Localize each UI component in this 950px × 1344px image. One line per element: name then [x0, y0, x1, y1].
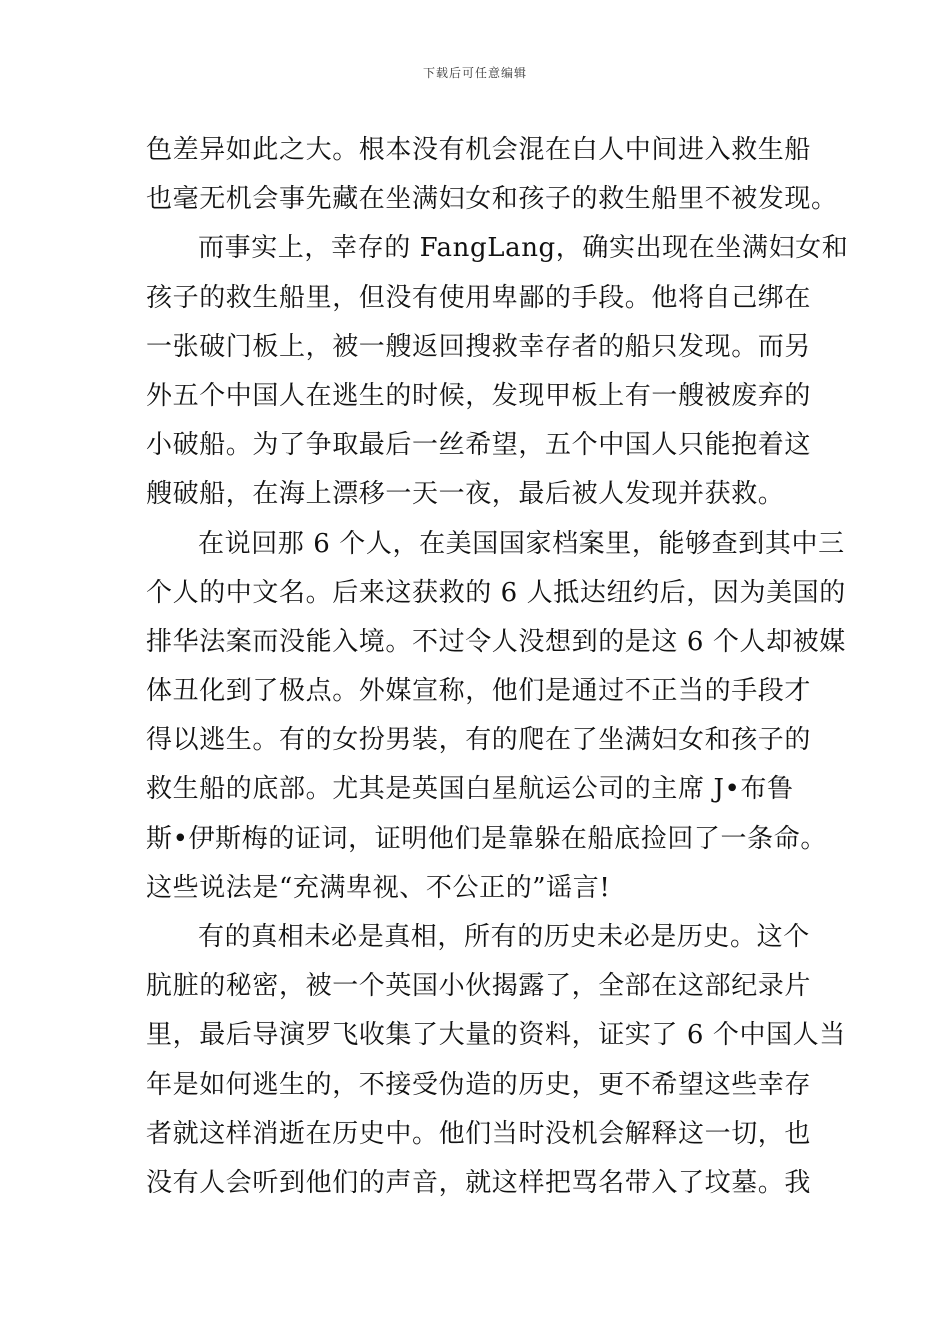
text-line: 这些说法是“充满卑视、不公正的”谣言! [146, 872, 611, 903]
text-line: 排华法案而没能入境。不过令人没想到的是这 6 个人却被媒 [146, 626, 846, 657]
text-line: 得以逃生。有的女扮男装，有的爬在了坐满妇女和孩子的 [146, 725, 812, 756]
text-line: 者就这样消逝在历史中。他们当时没机会解释这一切，也 [146, 1118, 812, 1149]
text-line: 孩子的救生船里，但没有使用卑鄙的手段。他将自己绑在 [146, 282, 812, 313]
text-line: 斯•伊斯梅的证词，证明他们是靠躲在船底捡回了一条命。 [146, 823, 827, 854]
text-line: 有的真相未必是真相，所有的历史未必是历史。这个 [198, 922, 810, 952]
text-line: 肮脏的秘密，被一个英国小伙揭露了，全部在这部纪录片 [146, 971, 812, 1002]
text-line: 外五个中国人在逃生的时候，发现甲板上有一艘被废弃的 [146, 380, 812, 411]
text-line: 体丑化到了极点。外媒宣称，他们是通过不正当的手段才 [146, 676, 812, 707]
document-body [146, 126, 849, 1208]
text-line: 一张破门板上，被一艘返回搜救幸存者的船只发现。而另 [146, 331, 812, 362]
text-line: 而事实上，幸存的 FangLang，确实出现在坐满妇女和 [198, 233, 849, 264]
text-line: 年是如何逃生的，不接受伪造的历史，更不希望这些幸存 [146, 1069, 812, 1100]
page-header: 下载后可任意编辑 [422, 66, 527, 80]
text-line: 也毫无机会事先藏在坐满妇女和孩子的救生船里不被发现。 [146, 184, 838, 215]
text-line: 个人的中文名。后来这获救的 6 人抵达纽约后，因为美国的 [146, 577, 846, 608]
text-line: 小破船。为了争取最后一丝希望，五个中国人只能抱着这 [146, 430, 812, 461]
text-line: 没有人会听到他们的声音，就这样把骂名带入了坟墓。我 [146, 1167, 812, 1198]
text-line: 艘破船，在海上漂移一天一夜，最后被人发现并获救。 [146, 479, 785, 510]
text-line: 救生船的底部。尤其是英国白星航运公司的主席 J•布鲁 [146, 774, 794, 805]
text-line: 在说回那 6 个人，在美国国家档案里，能够查到其中三 [198, 528, 845, 559]
text-line: 里，最后导演罗飞收集了大量的资料，证实了 6 个中国人当 [146, 1020, 846, 1051]
text-line: 色差异如此之大。根本没有机会混在白人中间进入救生船 [146, 135, 812, 165]
